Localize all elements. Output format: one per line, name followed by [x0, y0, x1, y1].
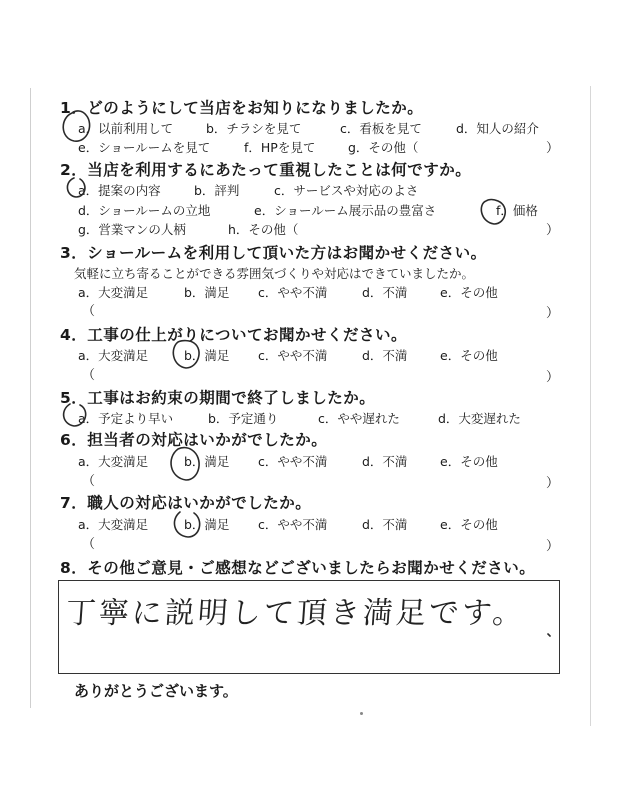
q7-open-paren: （ — [82, 537, 96, 552]
handwritten-comment: 丁寧に説明して頂き満足です。 — [64, 596, 527, 631]
q4-close-paren: ） — [546, 370, 560, 385]
q1-close-paren: ） — [546, 141, 560, 156]
q5-option-c[interactable]: c．やや遅れた — [318, 411, 400, 426]
q1-option-d[interactable]: d．知人の紹介 — [456, 121, 539, 136]
q6-option-d[interactable]: d．不満 — [362, 454, 408, 469]
q1-option-f[interactable]: f．HPを見て — [244, 140, 316, 155]
q2-option-g[interactable]: g．営業マンの人柄 — [78, 222, 186, 237]
q2-option-c[interactable]: c．サービスや対応のよさ — [274, 183, 419, 198]
q3-option-a[interactable]: a．大変満足 — [78, 285, 149, 300]
question-3-title: 3．ショールームを利用して頂いた方はお聞かせください。 — [60, 244, 487, 262]
q6-option-a[interactable]: a．大変満足 — [78, 454, 149, 469]
q6-option-e[interactable]: e．その他 — [440, 454, 498, 469]
q5-option-a[interactable]: a．予定より早い — [78, 411, 174, 426]
question-2-title: 2．当店を利用するにあたって重視したことは何ですか。 — [60, 161, 472, 179]
q2-option-h[interactable]: h．その他（ — [228, 222, 299, 237]
q1-option-a[interactable]: a．以前利用して — [78, 121, 174, 136]
question-4-title: 4．工事の仕上がりについてお聞かせください。 — [60, 326, 407, 344]
q3-close-paren: ） — [546, 306, 560, 321]
q1-option-b[interactable]: b．チラシを見て — [206, 121, 302, 136]
q6-option-b[interactable]: b．満足 — [184, 454, 230, 469]
q2-option-b[interactable]: b．評判 — [194, 183, 240, 198]
paper-speck — [360, 712, 363, 715]
q1-option-g[interactable]: g．その他（ — [348, 140, 419, 155]
q5-option-b[interactable]: b．予定通り — [208, 411, 279, 426]
question-8-title: 8．その他ご意見・ご感想などございましたらお聞かせください。 — [60, 559, 536, 577]
q2-option-f[interactable]: f．価格 — [496, 203, 538, 218]
paper-edge-right — [590, 86, 591, 726]
q2-option-d[interactable]: d．ショールームの立地 — [78, 203, 211, 218]
q4-option-b[interactable]: b．満足 — [184, 348, 230, 363]
q4-option-d[interactable]: d．不満 — [362, 348, 408, 363]
q5-option-d[interactable]: d．大変遅れた — [438, 411, 521, 426]
q4-option-e[interactable]: e．その他 — [440, 348, 498, 363]
q2-option-e[interactable]: e．ショールーム展示品の豊富さ — [254, 203, 437, 218]
q7-option-b[interactable]: b．満足 — [184, 517, 230, 532]
q3-option-e[interactable]: e．その他 — [440, 285, 498, 300]
q3-option-c[interactable]: c．やや不満 — [258, 285, 328, 300]
q7-option-a[interactable]: a．大変満足 — [78, 517, 149, 532]
q1-option-c[interactable]: c．看板を見て — [340, 121, 422, 136]
q4-open-paren: （ — [82, 368, 96, 383]
question-5-title: 5．工事はお約束の期間で終了しましたか。 — [60, 389, 376, 407]
q6-close-paren: ） — [546, 476, 560, 491]
q7-option-e[interactable]: e．その他 — [440, 517, 498, 532]
q3-option-d[interactable]: d．不満 — [362, 285, 408, 300]
q2-close-paren: ） — [546, 223, 560, 238]
q4-option-a[interactable]: a．大変満足 — [78, 348, 149, 363]
question-1-title: 1．どのようにして当店をお知りになりましたか。 — [60, 99, 424, 117]
thank-you-text: ありがとうございます。 — [74, 682, 238, 700]
q3-open-paren: （ — [82, 304, 96, 319]
q4-option-c[interactable]: c．やや不満 — [258, 348, 328, 363]
question-7-title: 7．職人の対応はいかがでしたか。 — [60, 494, 312, 512]
q6-option-c[interactable]: c．やや不満 — [258, 454, 328, 469]
q7-option-d[interactable]: d．不満 — [362, 517, 408, 532]
q6-open-paren: （ — [82, 474, 96, 489]
question-6-title: 6．担当者の対応はいかがでしたか。 — [60, 431, 328, 449]
q7-option-c[interactable]: c．やや不満 — [258, 517, 328, 532]
paper-edge-left — [30, 88, 31, 708]
q7-close-paren: ） — [546, 539, 560, 554]
q3-option-b[interactable]: b．満足 — [184, 285, 230, 300]
q2-option-a[interactable]: a．提案の内容 — [78, 183, 161, 198]
q1-option-e[interactable]: e．ショールームを見て — [78, 140, 211, 155]
question-3-subtitle: 気軽に立ち寄ることができる雰囲気づくりや対応はできていましたか。 — [74, 266, 475, 281]
